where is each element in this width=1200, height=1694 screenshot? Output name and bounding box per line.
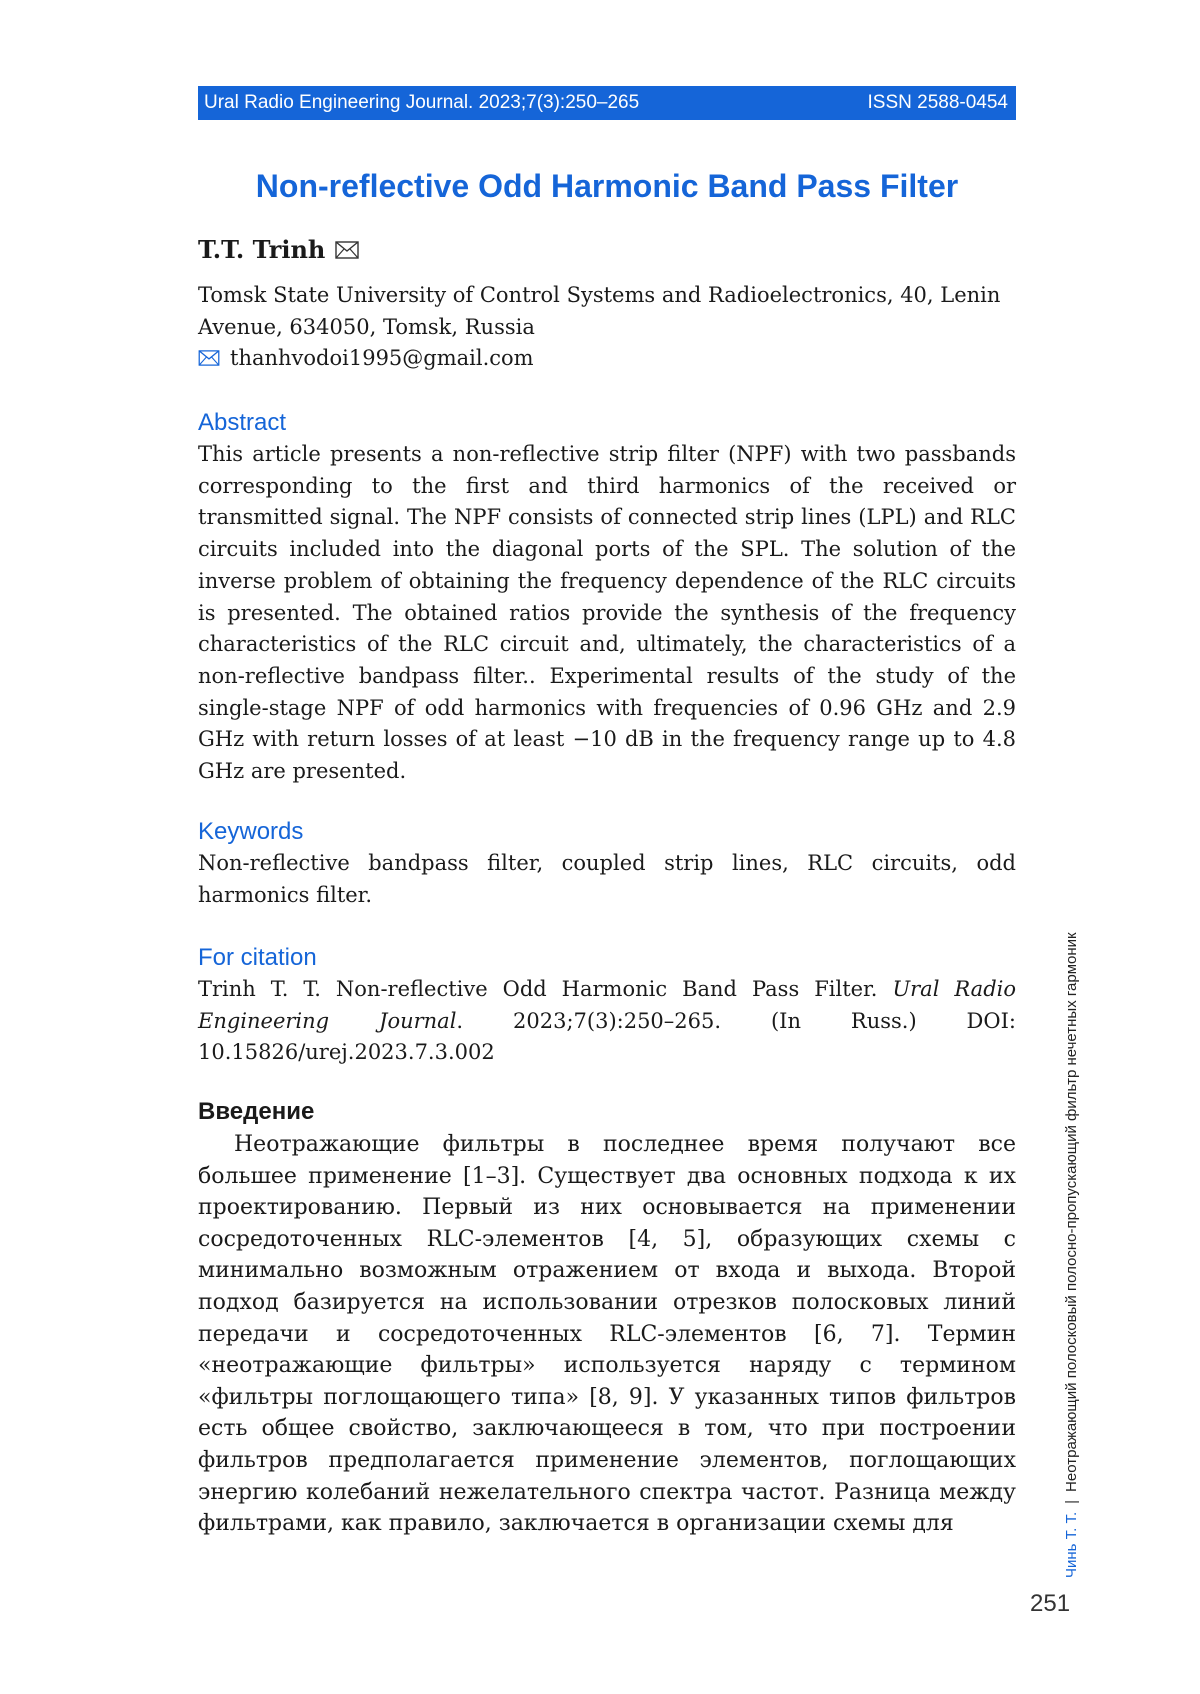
citation-heading: For citation <box>198 944 317 971</box>
side-author: Чинь Т. Т. <box>1063 1511 1080 1578</box>
running-side-title <box>1063 932 1080 1578</box>
email-line <box>198 343 1016 375</box>
abstract-text: This article presents a non-reflective strip filter (NPF) with two passbands corresponding to the first and third harmonics of the received or transmitted signal. The NPF consists of connected strip lines (LPL) and RLC circuits included into the diagonal ports of the SPL. The solution of the inverse problem of obtaining the frequency dependence of the RLC circuits is presented. The obtained ratios provide the synthesis of the frequency characteristics of the RLC circuit and, ultimately, the characteristics of a non-reflective bandpass filter.. Experimental results of the study of the single-stage NPF of odd harmonics with frequencies of 0.96 GHz and 2.9 GHz with return losses of at least −10 dB in the frequency range up to 4.8 GHz are presented. <box>198 442 1016 784</box>
abstract-heading: Abstract <box>198 409 287 436</box>
author-email[interactable]: thanhvodoi1995@gmail.com <box>230 346 534 370</box>
affiliation-block <box>198 280 1016 375</box>
affiliation-text: Tomsk State University of Control Systems and Radioelectronics, 40, Lenin Avenue, 634050, Tomsk, Russia <box>198 283 1001 339</box>
keywords-text: Non-reflective bandpass filter, coupled strip lines, RLC circuits, odd harmonics filter. <box>198 851 1016 907</box>
side-title: Неотражающий полосковый полосно-пропускающий фильтр нечетных гармоник <box>1063 932 1080 1492</box>
side-separator: | <box>1063 1499 1080 1504</box>
citation-text <box>198 974 1016 1069</box>
page-number: 251 <box>1030 1590 1071 1617</box>
citation-part-1: Trinh T. T. Non-reflective Odd Harmonic Band Pass Filter. <box>198 977 893 1001</box>
author-line <box>198 235 359 264</box>
journal-reference: Ural Radio Engineering Journal. 2023;7(3):250–265 <box>204 92 640 113</box>
paper-title: Non-reflective Odd Harmonic Band Pass Filter <box>255 168 959 204</box>
envelope-icon[interactable] <box>335 241 359 259</box>
journal-header-bar <box>198 86 1016 120</box>
citation-part-2: . 2023;7(3):250–265. (In Russ.) DOI: 10.15826/urej.2023.7.3.002 <box>198 1008 1016 1065</box>
citation-journal: Ural Radio Engineering Journal <box>198 977 1016 1033</box>
issn: ISSN 2588-0454 <box>867 92 1008 113</box>
author-name: T.T. Trinh <box>198 235 326 264</box>
introduction-heading: Введение <box>198 1098 315 1125</box>
keywords-heading: Keywords <box>198 818 304 845</box>
envelope-icon <box>198 350 222 368</box>
introduction-text: Неотражающие фильтры в последнее время получают все большее применение [1–3]. Существует два основных подхода к их проектированию. Первый из них основывается на применении сосредоточенных RLC-элементов [4, 5], образующих схемы с минимально возможным отражением от входа и выхода. Второй подход базируется на использовании отрезков полосковых линий передачи и сосредоточенных RLC-элементов [6, 7]. Термин «неотражающие фильтры» используется наряду с термином «фильтры поглощающего типа» [8, 9]. У указанных типов фильтров есть общее свойство, заключающееся в том, что при построении фильтров предполагается применение элементов, поглощающих энергию колебаний нежелательного спектра частот. Разница между фильтрами, как правило, заключается в организации схемы для <box>198 1132 1016 1537</box>
